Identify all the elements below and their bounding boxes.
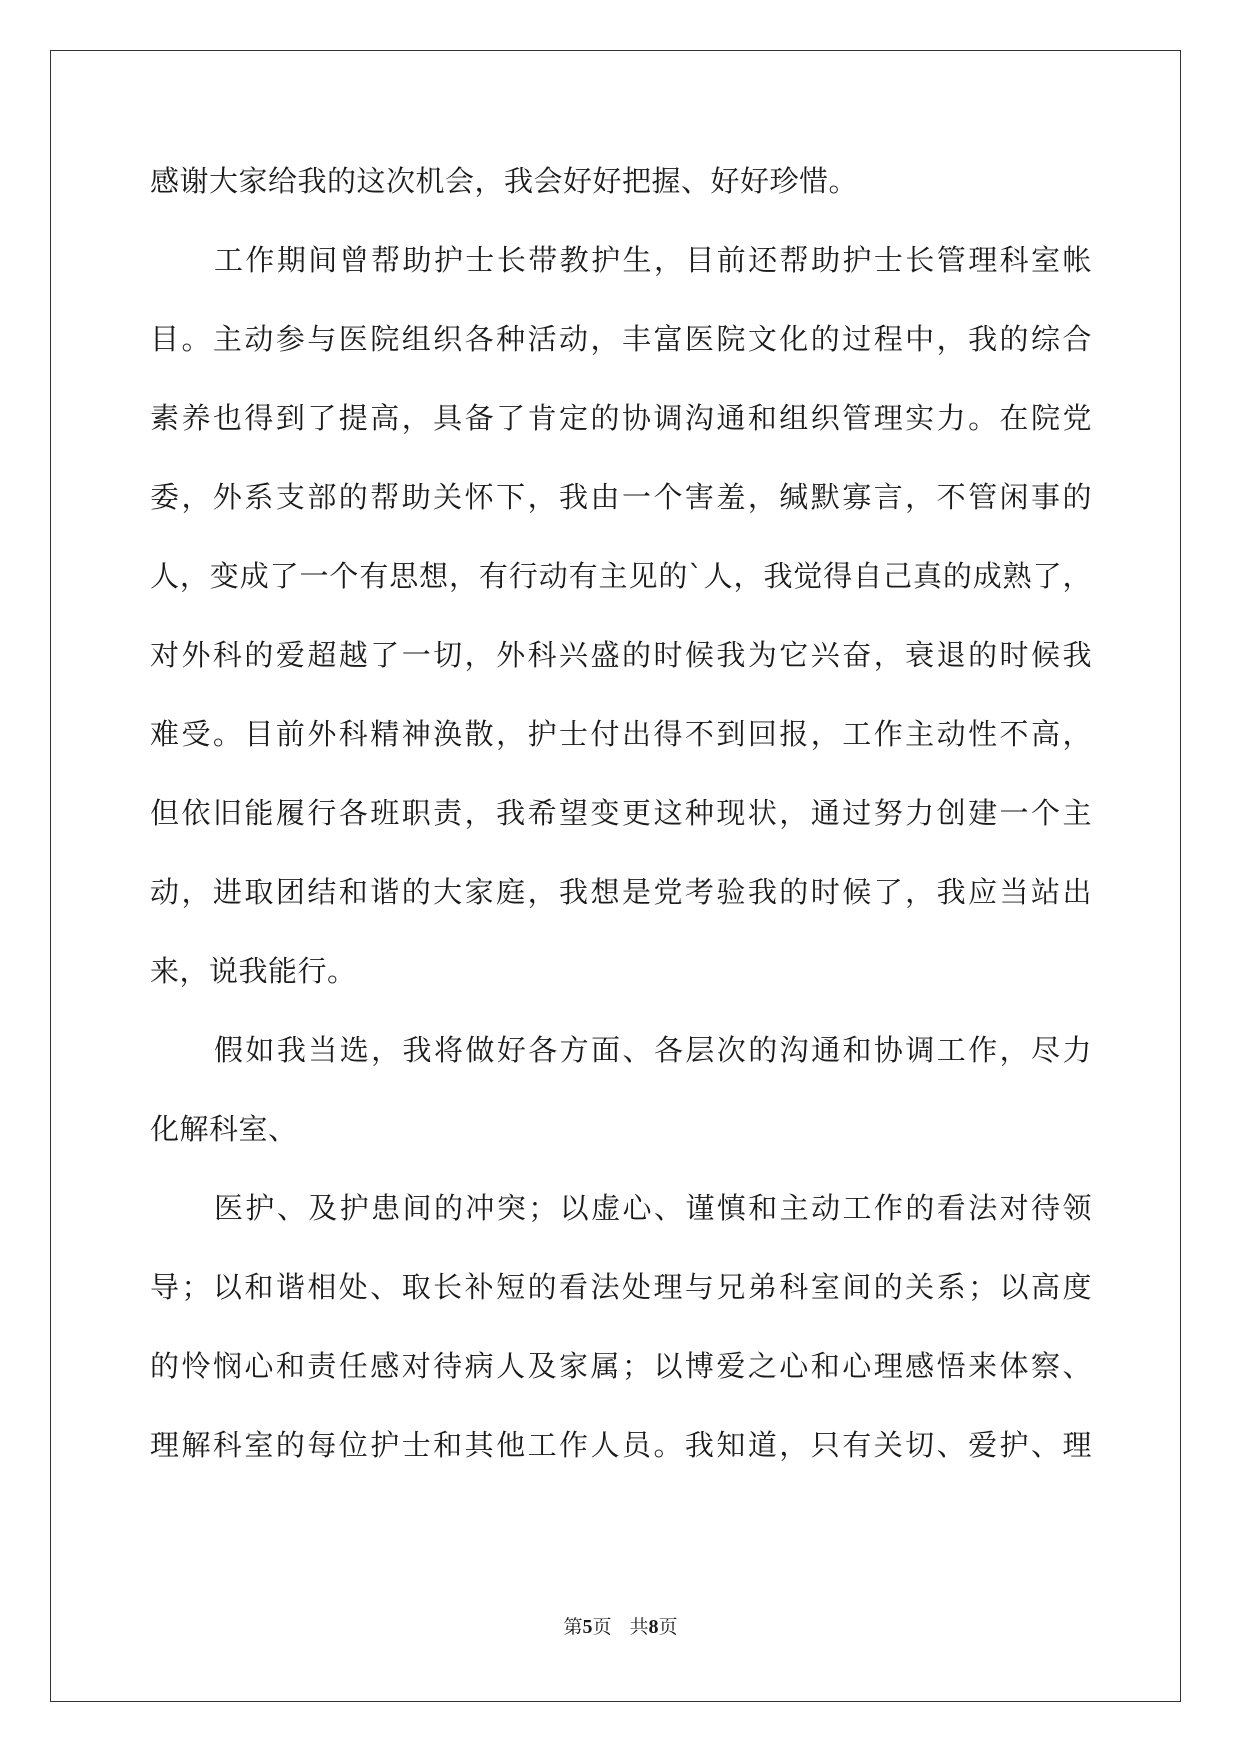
document-body: [150, 160, 1092, 1503]
text-line: 素养也得到了提高，具备了肯定的协调沟通和组织管理实力。在院党: [150, 401, 1092, 435]
total-suffix: 页: [658, 1616, 678, 1638]
text-line: 来，说我能行。: [150, 954, 357, 988]
text-line: 对外科的爱超越了一切，外科兴盛的时候我为它兴奋，衰退的时候我: [150, 638, 1092, 672]
text-line: 导；以和谐相处、取长补短的看法处理与兄弟科室间的关系；以高度: [150, 1270, 1092, 1304]
page-number: 5: [582, 1616, 593, 1638]
total-pages: 8: [648, 1616, 659, 1638]
text-line: 假如我当选，我将做好各方面、各层次的沟通和协调工作，尽力: [214, 1033, 1092, 1067]
text-line: 感谢大家给我的这次机会，我会好好把握、好好珍惜。: [150, 164, 859, 198]
text-line: 人，变成了一个有思想，有行动有主见的`人，我觉得自己真的成熟了，: [150, 559, 1092, 593]
page-suffix: 页: [592, 1616, 612, 1638]
text-line: 委，外系支部的帮助关怀下，我由一个害羞，缄默寡言，不管闲事的: [150, 480, 1092, 514]
text-line: 但依旧能履行各班职责，我希望变更这种现状，通过努力创建一个主: [150, 796, 1092, 830]
page-prefix: 第: [563, 1616, 583, 1638]
page-footer: [0, 1615, 1241, 1639]
text-line: 目。主动参与医院组织各种活动，丰富医院文化的过程中，我的综合: [150, 322, 1092, 356]
text-line: 动，进取团结和谐的大家庭，我想是党考验我的时候了，我应当站出: [150, 875, 1092, 909]
text-line: 化解科室、: [150, 1112, 298, 1146]
text-line: 医护、及护患间的冲突；以虚心、谨慎和主动工作的看法对待领: [214, 1191, 1092, 1225]
text-line: 理解科室的每位护士和其他工作人员。我知道，只有关切、爱护、理: [150, 1428, 1092, 1462]
total-prefix: 共: [629, 1616, 649, 1638]
text-line: 的怜悯心和责任感对待病人及家属；以博爱之心和心理感悟来体察、: [150, 1349, 1092, 1383]
text-line: 难受。目前外科精神涣散，护士付出得不到回报，工作主动性不高，: [150, 717, 1092, 751]
text-line: 工作期间曾帮助护士长带教护生，目前还帮助护士长管理科室帐: [214, 243, 1092, 277]
